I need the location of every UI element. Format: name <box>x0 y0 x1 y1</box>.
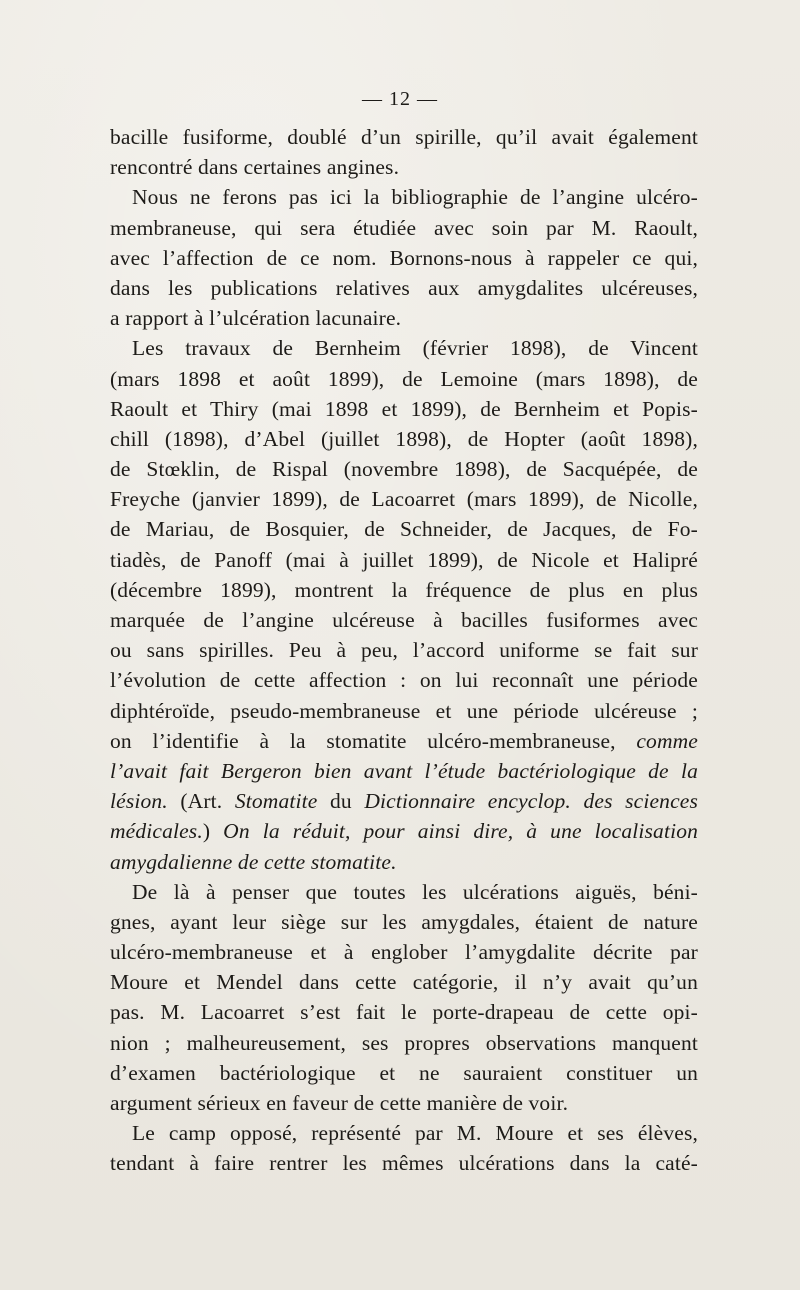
page-number: — 12 — <box>362 88 438 110</box>
text-line: marquée de l’angine ulcéreuse à bacilles fusiformes avec <box>110 608 698 632</box>
text-line: diphtéroïde, pseudo-membraneuse et une période ulcéreuse ; <box>110 698 698 723</box>
text-line: lésion. (Art. Stomatite du Dictionnaire encyclop. des sciences <box>110 789 698 814</box>
text-line: d’examen bactériologique et ne sauraient constituer un <box>110 1060 698 1085</box>
text-line: l’évolution de cette affection : on lui reconnaît une période <box>110 668 698 693</box>
text-line: médicales.) On la réduit, pour ainsi dire, à une localisation <box>110 819 698 844</box>
text-line: argument sérieux en faveur de cette manière de voir. <box>110 1091 569 1115</box>
text-line: avec l’affection de ce nom. Bornons-nous à rappeler ce qui, <box>110 245 698 270</box>
text-line: Freyche (janvier 1899), de Lacoarret (mars 1899), de Nicolle, <box>110 487 698 512</box>
text-line: ou sans spirilles. Peu à peu, l’accord uniforme se fait sur <box>110 638 698 663</box>
text-line: (décembre 1899), montrent la fréquence de plus en plus <box>110 577 698 602</box>
text-line: Les travaux de Bernheim (février 1898), de Vincent <box>132 336 698 361</box>
text-line: Moure et Mendel dans cette catégorie, il n’y avait qu’un <box>110 970 698 995</box>
text-line: (mars 1898 et août 1899), de Lemoine (mars 1898), de <box>110 366 698 391</box>
body-text <box>110 122 698 1179</box>
text-line: bacille fusiforme, doublé d’un spirille, qu’il avait également <box>110 125 698 149</box>
text-line: gnes, ayant leur siège sur les amygdales, étaient de nature <box>110 909 698 934</box>
text-line: De là à penser que toutes les ulcérations aiguës, béni- <box>132 879 698 904</box>
text-line: de Stœklin, de Rispal (novembre 1898), de Sacquépée, de <box>110 457 698 482</box>
text-line: on l’identifie à la stomatite ulcéro-membraneuse, comme <box>110 728 698 753</box>
text-line: Raoult et Thiry (mai 1898 et 1899), de Bernheim et Popis- <box>110 396 698 421</box>
text-line: pas. M. Lacoarret s’est fait le porte-drapeau de cette opi- <box>110 1000 698 1025</box>
text-line: membraneuse, qui sera étudiée avec soin par M. Raoult, <box>110 215 698 240</box>
text-line: tiadès, de Panoff (mai à juillet 1899), de Nicole et Halipré <box>110 547 698 572</box>
text-line: a rapport à l’ulcération lacunaire. <box>110 306 402 331</box>
text-line: Nous ne ferons pas ici la bibliographie de l’angine ulcéro- <box>132 185 698 210</box>
text-line: chill (1898), d’Abel (juillet 1898), de Hopter (août 1898), <box>110 426 698 451</box>
text-line: dans les publications relatives aux amygdalites ulcéreuses, <box>110 275 698 300</box>
text-line: rencontré dans certaines angines. <box>110 155 400 180</box>
text-line: amygdalienne de cette stomatite. <box>110 849 397 874</box>
text-line: Le camp opposé, représenté par M. Moure et ses élèves, <box>132 1121 698 1146</box>
text-line: tendant à faire rentrer les mêmes ulcérations dans la caté- <box>110 1151 698 1176</box>
text-line: de Mariau, de Bosquier, de Schneider, de Jacques, de Fo- <box>110 517 698 542</box>
text-line: ulcéro-membraneuse et à englober l’amygdalite décrite par <box>110 940 698 965</box>
text-line: nion ; malheureusement, ses propres observations manquent <box>110 1030 698 1055</box>
text-line: l’avait fait Bergeron bien avant l’étude bactériologique de la <box>110 758 698 783</box>
